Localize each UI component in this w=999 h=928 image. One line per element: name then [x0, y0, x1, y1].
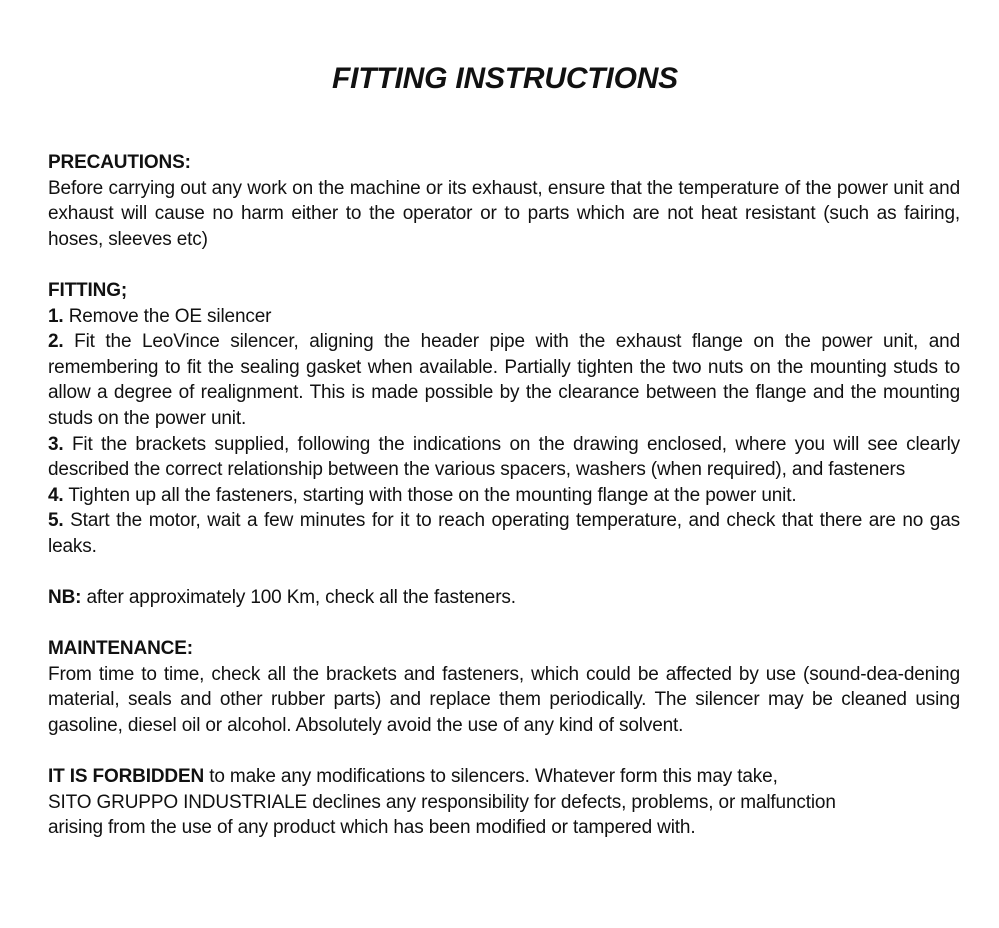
fitting-step-2 [48, 329, 960, 431]
forbidden-label: IT IS FORBIDDEN [48, 766, 205, 788]
nb-label: NB: [48, 587, 82, 609]
precautions-heading: PRECAUTIONS: [48, 152, 191, 173]
step-number: 2. [48, 331, 64, 353]
forbidden-section [48, 764, 960, 841]
precautions-text: Before carrying out any work on the machine or its exhaust, ensure that the temperature of the power unit and exhaust will cause no harm either to the operator or to parts which are not heat resistant (such as fairing, hoses, sleeves etc) [48, 177, 960, 250]
step-number: 5. [48, 510, 64, 532]
page-title: FITTING INSTRUCTIONS [332, 62, 678, 95]
forbidden-line-2: SITO GRUPPO INDUSTRIALE declines any responsibility for defects, problems, or malfunction [48, 791, 836, 813]
maintenance-heading: MAINTENANCE: [48, 638, 193, 660]
fitting-step-1 [48, 304, 960, 330]
step-text: Tighten up all the fasteners, starting with those on the mounting flange at the power unit. [68, 484, 797, 506]
nb-text: after approximately 100 Km, check all the fasteners. [86, 587, 516, 609]
step-text: Start the motor, wait a few minutes for it to reach operating temperature, and check that there are no gas leaks. [48, 510, 960, 557]
forbidden-text-1: to make any modifications to silencers. Whatever form this may take, [209, 766, 778, 788]
forbidden-line-1 [48, 764, 960, 790]
fitting-step-4 [48, 483, 960, 509]
nb-note [48, 585, 960, 611]
step-text: Fit the brackets supplied, following the indications on the drawing enclosed, where you will see clearly described the correct relationship between the various spacers, washers (when required), and fasteners [48, 433, 960, 481]
forbidden-line-3: arising from the use of any product which has been modified or tampered with. [48, 817, 696, 839]
fitting-heading: FITTING; [48, 279, 128, 301]
step-text: Remove the OE silencer [68, 305, 272, 327]
precautions-section [48, 150, 960, 252]
fitting-section [48, 278, 960, 560]
fitting-step-5 [48, 508, 960, 559]
document-body [48, 150, 960, 867]
step-number: 4. [48, 484, 64, 506]
maintenance-text: From time to time, check all the brackets and fasteners, which could be affected by use (sound-dea-dening material, seals and other rubber parts) and replace them periodically. The silencer may be cleaned using gasoline, diesel oil or alcohol. Absolutely avoid the use of any kind of solvent. [48, 663, 960, 737]
maintenance-section [48, 636, 960, 738]
step-text: Fit the LeoVince silencer, aligning the header pipe with the exhaust flange on the power unit, and remembering to fit the sealing gasket when available. Partially tighten the two nuts on the mounting studs to allow a degree of realignment. This is made possible by the clearance between the flange and the mounting studs on the power unit. [48, 331, 960, 429]
step-number: 3. [48, 433, 64, 455]
fitting-step-3 [48, 432, 960, 483]
step-number: 1. [48, 305, 64, 327]
